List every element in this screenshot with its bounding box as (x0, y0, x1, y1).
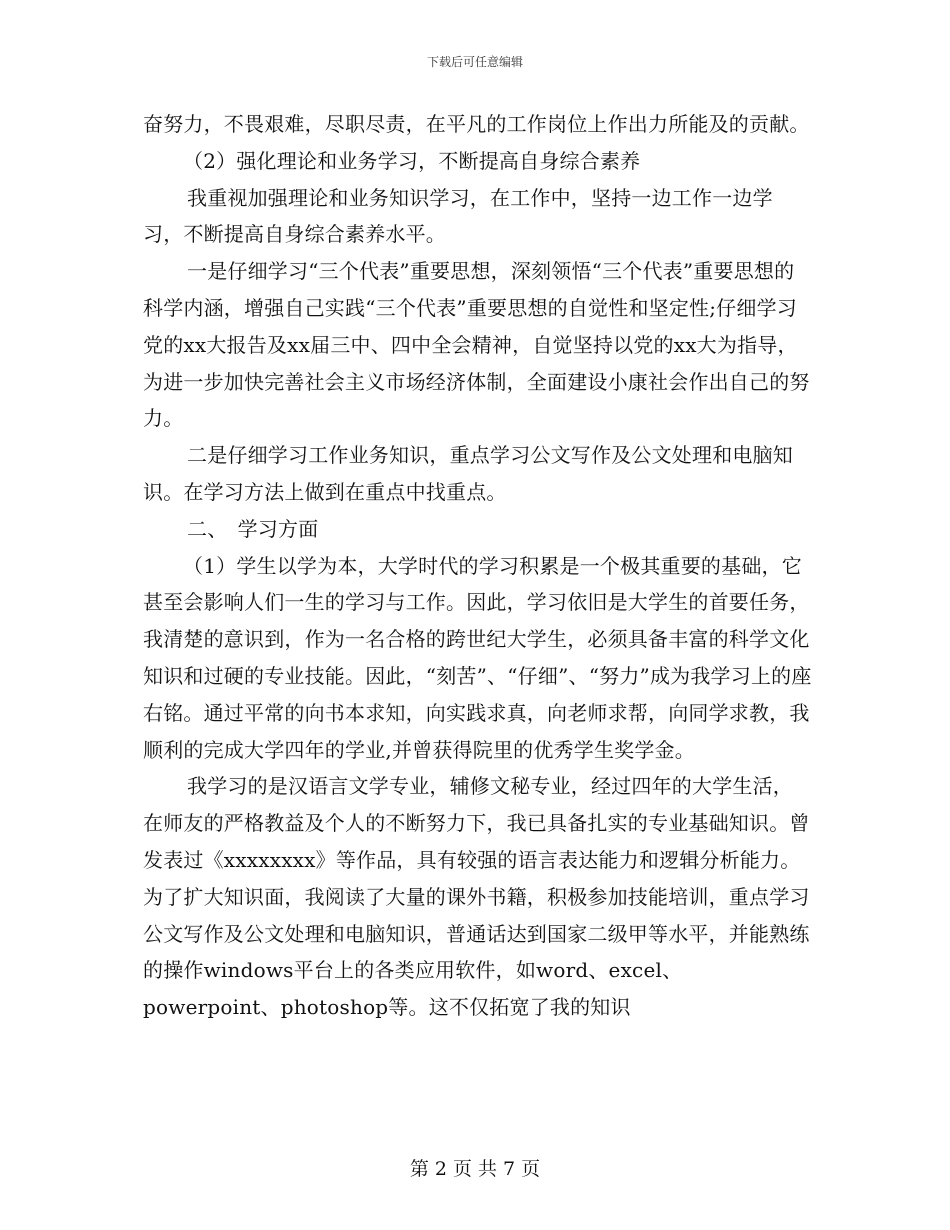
paragraph-major-study: 我学习的是汉语言文学专业，辅修文秘专业，经过四年的大学生活，在师友的严格教益及个人的不断努力下，我已具备扎实的专业基础知识。曾发表过《xxxxxxxx》等作品，具有较强的语言表达能力和逻辑分析能力。为了扩大知识面，我阅读了大量的课外书籍，积极参加技能培训，重点学习公文写作及公文处理和电脑知识，普通话达到国家二级甲等水平，并能熟练的操作windows平台上的各类应用软件，如word、excel、powerpoint、photoshop等。这不仅拓宽了我的知识 (143, 774, 810, 1020)
paragraph-learning-one: （1）学生以学为本，大学时代的学习积累是一个极其重要的基础，它甚至会影响人们一生的学习与工作。因此，学习依旧是大学生的首要任务，我清楚的意识到，作为一名合格的跨世纪大学生，必须具备丰富的科学文化知识和过硬的专业技能。因此，“刻苦”、“仔细”、“努力”成为我学习上的座右铭。通过平常的向书本求知，向实践求真，向老师求帮，向同学求教，我顺利的完成大学四年的学业,并曾获得院里的优秀学生奖学金。 (143, 553, 812, 762)
page-footer: 第 2 页 共 7 页 (409, 1158, 541, 1180)
section-heading-theory-study: （2）强化理论和业务学习，不断提高自身综合素养 (183, 148, 641, 173)
page-header: 下载后可任意编辑 (426, 55, 523, 69)
paragraph-point-two: 二是仔细学习工作业务知识，重点学习公文写作及公文处理和电脑知识。在学习方法上做到在重点中找重点。 (143, 443, 793, 504)
document-body (143, 106, 813, 1026)
section-heading-learning: 二、 学习方面 (187, 516, 319, 541)
paragraph-continuation: 奋努力，不畏艰难，尽职尽责，在平凡的工作岗位上作出力所能及的贡献。 (143, 112, 810, 136)
paragraph-study-emphasis: 我重视加强理论和业务知识学习，在工作中，坚持一边工作一边学习，不断提高自身综合素养水平。 (143, 185, 773, 247)
paragraph-point-one: 一是仔细学习“三个代表”重要思想，深刻领悟“三个代表”重要思想的科学内涵，增强自己实践“三个代表”重要思想的自觉性和坚定性;仔细学习党的xx大报告及xx届三中、四中全会精神，自觉坚持以党的xx大为指导，为进一步加快完善社会主义市场经济体制，全面建设小康社会作出自己的努力。 (143, 259, 810, 431)
